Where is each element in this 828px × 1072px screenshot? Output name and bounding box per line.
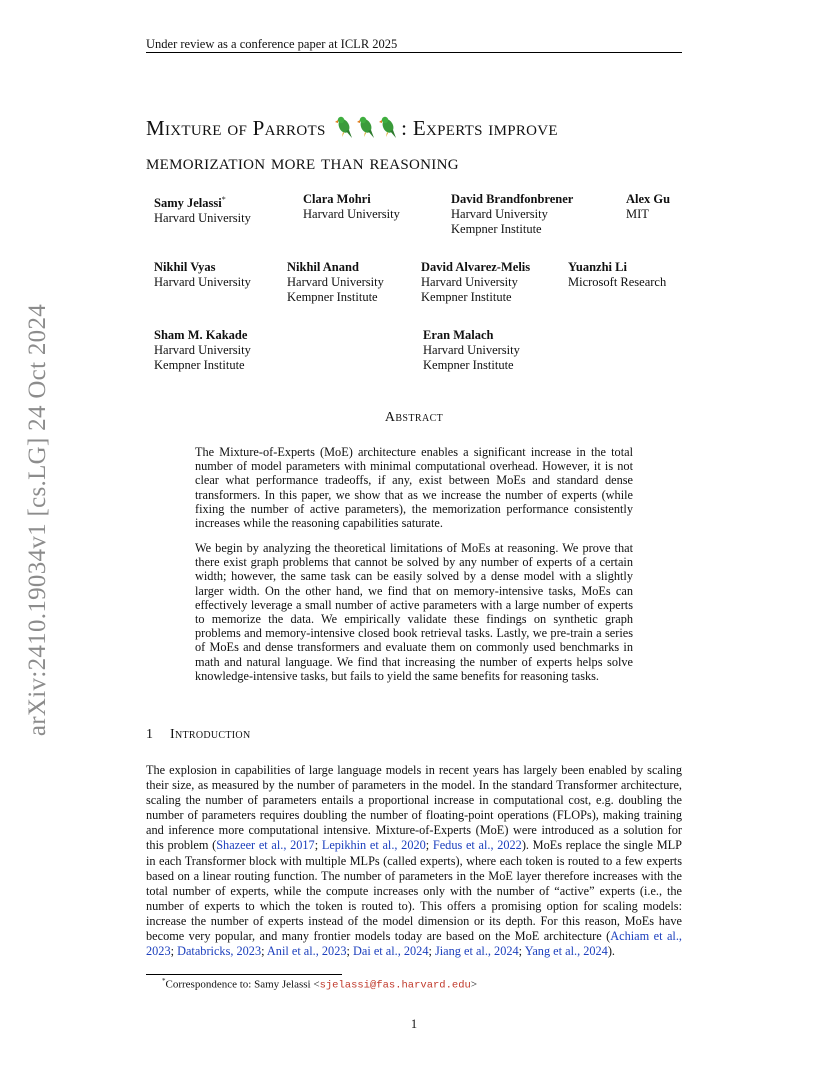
citation-link[interactable]: Lepikhin et al., 2020 [321,838,426,853]
author-name: David Alvarez-Melis [421,260,531,274]
author-affiliation: Kempner Institute [451,222,542,236]
author-affiliation: Microsoft Research [568,275,667,289]
header-rule [146,52,682,53]
footnote-email-link[interactable]: sjelassi@fas.harvard.edu [319,979,471,992]
author-affiliation: Harvard University [451,207,548,221]
author-name: Nikhil Anand [287,260,359,274]
abstract-paragraph-2: We begin by analyzing the theoretical limitations of MoEs at reasoning. We prove that there exist graph problems that cannot be solved by any number of experts of a certain width; however, the same task can be easily solved by a dense model with a slightly larger width. On the other hand, we find that on memory-intensive tasks, MoEs can effectively leverage a small number of active parameters with a large number of experts to memorize the data. We empirically validate these findings on synthetic graph problems and memory-intensive closed book retrieval tasks. Lastly, we pre-train a series of MoEs and dense transformers and evaluate them on commonly used benchmarks in math and natural language. We find that increasing the number of experts helps solve knowledge-intensive tasks, but fails to yield the same benefits for reasoning tasks. [195,541,633,683]
author-affiliation: MIT [626,207,649,221]
author-affiliation: Harvard University [303,207,400,221]
paper-title [146,113,706,177]
intro-text: ; [346,944,353,959]
citation-link[interactable]: Databricks, 2023 [177,944,262,959]
arxiv-stamp-text: arXiv:2410.19034v1 [cs.LG] 24 Oct 2024 [24,303,51,737]
author-block [451,192,573,237]
footnote-text: Correspondence to: Samy Jelassi < [165,978,320,991]
author-block [154,328,251,373]
author-block [154,192,251,226]
author-name: Eran Malach [423,328,494,342]
intro-text: ; [425,838,433,853]
citation-link[interactable]: Shazeer et al., 2017 [216,838,315,853]
intro-text: ). [607,944,615,959]
author-name: Sham M. Kakade [154,328,248,342]
author-affiliation: Harvard University [423,343,520,357]
title-part2: : Experts improve [401,116,558,140]
footnote-mark: * [162,977,166,985]
citation-link[interactable]: Anil et al., 2023 [266,944,347,959]
author-affiliation: Harvard University [154,275,251,289]
author-name: Clara Mohri [303,192,371,206]
intro-text: ; [314,838,322,853]
author-name: Alex Gu [626,192,671,206]
citation-link[interactable]: Yang et al., 2024 [524,944,608,959]
author-affiliation: Harvard University [421,275,518,289]
author-affiliation: Kempner Institute [421,290,512,304]
section-heading [146,727,250,743]
footnote [162,977,477,992]
intro-text: ; [428,944,435,959]
author-name: Yuanzhi Li [568,260,627,274]
title-line2: memorization more than reasoning [146,150,459,174]
page-number: 1 [410,1017,418,1031]
author-affiliation: Harvard University [154,343,251,357]
intro-text: ). MoEs replace the single MLP in each Transformer block with multiple MLPs (called experts), where each token is routed to a few experts based on a linear routing function. The number of parameters in the MoE layer therefore increases with the total number of experts, while the compute increases only with the number of “active” experts (i.e., the number of experts to which the token is routed to). This offers a promising option for scaling models: increase the number of experts instead of the model dimension or its depth. For this reason, MoEs have become very popular, and many frontier models today are based on the MoE architecture ( [146,838,682,944]
footnote-close: > [470,978,478,991]
intro-paragraph [146,763,682,959]
intro-text: ; [518,944,525,959]
author-name: Nikhil Vyas [154,260,216,274]
author-affiliation: Harvard University [154,211,251,226]
author-block [421,260,530,305]
author-block [626,192,670,222]
abstract-heading: Abstract [384,410,444,425]
section-title: Introduction [170,727,251,742]
parrot-emoji-icon [333,115,399,147]
author-block [303,192,400,222]
author-affiliation: Kempner Institute [287,290,378,304]
author-name: Samy Jelassi [154,196,222,211]
author-name: David Brandfonbrener [451,192,574,206]
running-header: Under review as a conference paper at ICLR 2025 [146,37,398,51]
author-block [154,260,251,290]
author-block [568,260,666,290]
citation-link[interactable]: Achiam et al., 2023 [146,929,682,959]
author-affiliation: Kempner Institute [423,358,514,372]
author-affiliation: Harvard University [287,275,384,289]
citation-link[interactable]: Jiang et al., 2024 [434,944,519,959]
citation-link[interactable]: Fedus et al., 2022 [432,838,522,853]
author-block [423,328,520,373]
author-affiliation: Kempner Institute [154,358,245,372]
citation-link[interactable]: Dai et al., 2024 [353,944,429,959]
intro-text: ; [170,944,178,959]
footnote-rule [146,974,342,975]
section-number: 1 [146,727,154,742]
author-block [287,260,384,305]
abstract-paragraph-1: The Mixture-of-Experts (MoE) architecture enables a significant increase in the total number of model parameters with minimal computational overhead. However, it is not clear what performance tradeoffs, if any, exist between MoEs and standard dense transformers. In this paper, we show that as we increase the number of experts (while fixing the number of active parameters), the memorization performance consistently increases while the reasoning capabilities saturate. [195,445,633,531]
author-footnote-mark: * [221,195,226,204]
title-part1: Mixture of Parrots [146,116,326,140]
intro-text: ; [261,944,267,959]
intro-text: The explosion in capabilities of large language models in recent years has largely been enabled by scaling their size, as measured by the number of parameters in the model. In the standard Transformer architecture, scaling the number of parameters entails a proportional increase in computational cost, e.g. doubling the number of parameters requires doubling the number of floating-point operations (FLOPs), making training and inference more computational intensive. Mixture-of-Experts (MoE) were introduced as a solution for this problem ( [146,763,682,853]
